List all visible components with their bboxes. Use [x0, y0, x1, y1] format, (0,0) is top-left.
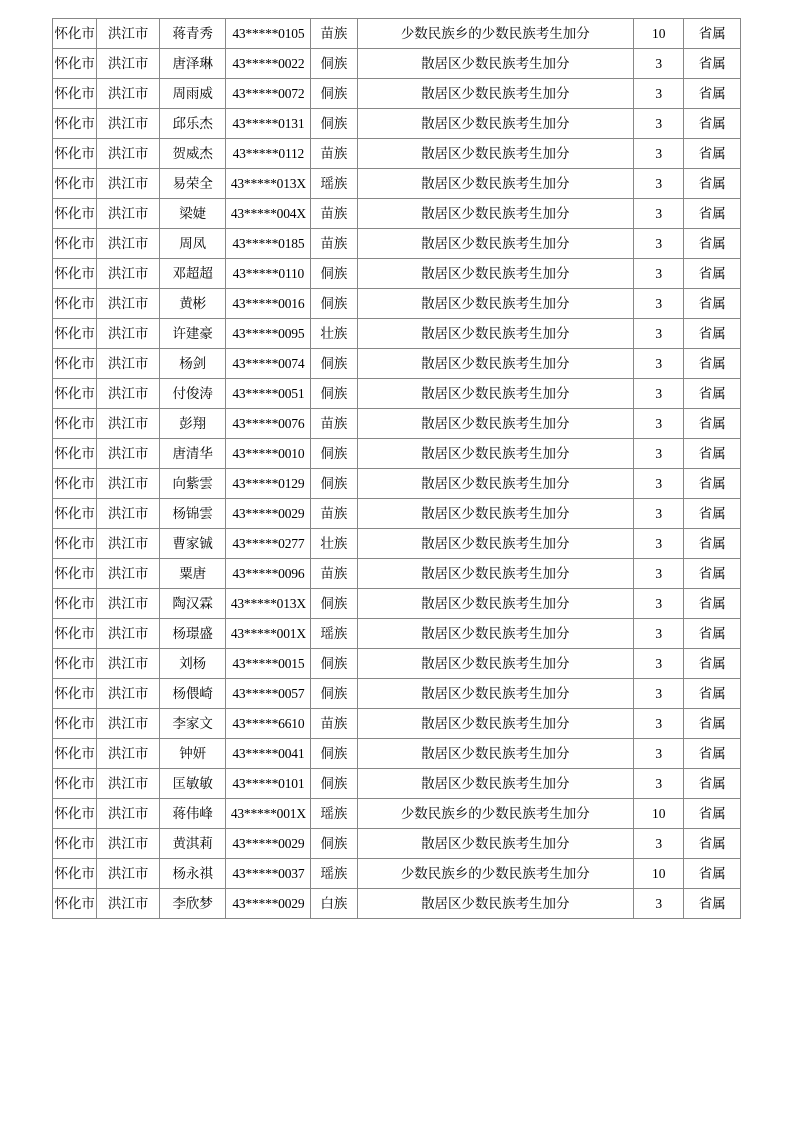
table-row	[53, 439, 741, 469]
cell-id: 43*****0072	[226, 79, 311, 109]
cell-ethnic: 侗族	[311, 259, 357, 289]
cell-id: 43*****0096	[226, 559, 311, 589]
cell-county: 洪江市	[97, 319, 160, 349]
cell-county: 洪江市	[97, 679, 160, 709]
cell-name: 蒋青秀	[159, 19, 226, 49]
cell-name: 陶汉霖	[159, 589, 226, 619]
cell-score: 3	[634, 769, 684, 799]
cell-score: 3	[634, 739, 684, 769]
cell-name: 李欣梦	[159, 889, 226, 919]
cell-name: 杨永祺	[159, 859, 226, 889]
cell-score: 3	[634, 709, 684, 739]
cell-ethnic: 侗族	[311, 49, 357, 79]
cell-level: 省属	[684, 349, 741, 379]
table-row	[53, 289, 741, 319]
cell-score: 3	[634, 529, 684, 559]
cell-reason: 散居区少数民族考生加分	[357, 469, 633, 499]
cell-reason: 散居区少数民族考生加分	[357, 409, 633, 439]
cell-id: 43*****0041	[226, 739, 311, 769]
cell-reason: 散居区少数民族考生加分	[357, 259, 633, 289]
table-row	[53, 649, 741, 679]
cell-reason: 少数民族乡的少数民族考生加分	[357, 799, 633, 829]
table-row	[53, 559, 741, 589]
cell-name: 杨偎崎	[159, 679, 226, 709]
cell-score: 3	[634, 619, 684, 649]
cell-reason: 散居区少数民族考生加分	[357, 889, 633, 919]
table-body	[53, 19, 741, 919]
cell-level: 省属	[684, 229, 741, 259]
cell-id: 43*****0016	[226, 289, 311, 319]
cell-ethnic: 瑶族	[311, 859, 357, 889]
cell-level: 省属	[684, 679, 741, 709]
cell-ethnic: 侗族	[311, 649, 357, 679]
cell-county: 洪江市	[97, 259, 160, 289]
cell-county: 洪江市	[97, 229, 160, 259]
cell-city: 怀化市	[53, 769, 97, 799]
table-row	[53, 799, 741, 829]
cell-id: 43*****0022	[226, 49, 311, 79]
cell-city: 怀化市	[53, 19, 97, 49]
cell-name: 杨璟盛	[159, 619, 226, 649]
cell-id: 43*****0010	[226, 439, 311, 469]
cell-ethnic: 苗族	[311, 559, 357, 589]
cell-reason: 散居区少数民族考生加分	[357, 649, 633, 679]
cell-score: 3	[634, 679, 684, 709]
cell-city: 怀化市	[53, 559, 97, 589]
cell-id: 43*****0105	[226, 19, 311, 49]
cell-score: 3	[634, 139, 684, 169]
cell-ethnic: 苗族	[311, 709, 357, 739]
cell-score: 3	[634, 649, 684, 679]
cell-reason: 散居区少数民族考生加分	[357, 589, 633, 619]
table-row	[53, 139, 741, 169]
cell-level: 省属	[684, 859, 741, 889]
cell-score: 3	[634, 79, 684, 109]
cell-score: 3	[634, 319, 684, 349]
cell-name: 周雨威	[159, 79, 226, 109]
cell-score: 3	[634, 199, 684, 229]
cell-city: 怀化市	[53, 349, 97, 379]
table-row	[53, 859, 741, 889]
cell-level: 省属	[684, 49, 741, 79]
cell-city: 怀化市	[53, 259, 97, 289]
cell-ethnic: 苗族	[311, 409, 357, 439]
cell-city: 怀化市	[53, 469, 97, 499]
cell-reason: 散居区少数民族考生加分	[357, 769, 633, 799]
cell-county: 洪江市	[97, 199, 160, 229]
cell-id: 43*****0277	[226, 529, 311, 559]
cell-id: 43*****0110	[226, 259, 311, 289]
cell-score: 3	[634, 409, 684, 439]
cell-county: 洪江市	[97, 19, 160, 49]
cell-city: 怀化市	[53, 859, 97, 889]
cell-city: 怀化市	[53, 379, 97, 409]
cell-name: 黄彬	[159, 289, 226, 319]
cell-level: 省属	[684, 319, 741, 349]
cell-city: 怀化市	[53, 49, 97, 79]
cell-id: 43*****0185	[226, 229, 311, 259]
cell-level: 省属	[684, 439, 741, 469]
cell-name: 易荣全	[159, 169, 226, 199]
cell-level: 省属	[684, 379, 741, 409]
table-row	[53, 589, 741, 619]
cell-name: 钟妍	[159, 739, 226, 769]
cell-ethnic: 瑶族	[311, 799, 357, 829]
cell-city: 怀化市	[53, 679, 97, 709]
cell-city: 怀化市	[53, 829, 97, 859]
cell-score: 3	[634, 169, 684, 199]
cell-name: 杨锦雲	[159, 499, 226, 529]
cell-id: 43*****001X	[226, 619, 311, 649]
cell-id: 43*****0101	[226, 769, 311, 799]
cell-id: 43*****0029	[226, 889, 311, 919]
cell-city: 怀化市	[53, 109, 97, 139]
cell-score: 3	[634, 829, 684, 859]
cell-city: 怀化市	[53, 649, 97, 679]
cell-id: 43*****0029	[226, 829, 311, 859]
cell-name: 周凤	[159, 229, 226, 259]
cell-ethnic: 白族	[311, 889, 357, 919]
cell-name: 匡敏敏	[159, 769, 226, 799]
cell-level: 省属	[684, 769, 741, 799]
cell-score: 10	[634, 859, 684, 889]
cell-name: 曹家铖	[159, 529, 226, 559]
cell-city: 怀化市	[53, 589, 97, 619]
cell-ethnic: 侗族	[311, 469, 357, 499]
cell-ethnic: 侗族	[311, 589, 357, 619]
cell-city: 怀化市	[53, 169, 97, 199]
cell-level: 省属	[684, 469, 741, 499]
cell-county: 洪江市	[97, 139, 160, 169]
cell-id: 43*****013X	[226, 169, 311, 199]
cell-county: 洪江市	[97, 649, 160, 679]
cell-city: 怀化市	[53, 889, 97, 919]
cell-county: 洪江市	[97, 409, 160, 439]
cell-county: 洪江市	[97, 49, 160, 79]
cell-ethnic: 瑶族	[311, 169, 357, 199]
cell-reason: 散居区少数民族考生加分	[357, 139, 633, 169]
cell-level: 省属	[684, 169, 741, 199]
cell-level: 省属	[684, 589, 741, 619]
cell-score: 3	[634, 109, 684, 139]
cell-reason: 少数民族乡的少数民族考生加分	[357, 859, 633, 889]
cell-level: 省属	[684, 19, 741, 49]
cell-reason: 散居区少数民族考生加分	[357, 559, 633, 589]
cell-county: 洪江市	[97, 289, 160, 319]
cell-ethnic: 侗族	[311, 109, 357, 139]
cell-name: 粟唐	[159, 559, 226, 589]
cell-county: 洪江市	[97, 109, 160, 139]
cell-level: 省属	[684, 649, 741, 679]
cell-reason: 散居区少数民族考生加分	[357, 829, 633, 859]
cell-city: 怀化市	[53, 619, 97, 649]
cell-score: 3	[634, 469, 684, 499]
cell-score: 3	[634, 379, 684, 409]
cell-ethnic: 侗族	[311, 289, 357, 319]
cell-id: 43*****0057	[226, 679, 311, 709]
cell-reason: 散居区少数民族考生加分	[357, 619, 633, 649]
cell-level: 省属	[684, 889, 741, 919]
cell-name: 许建豪	[159, 319, 226, 349]
cell-ethnic: 侗族	[311, 829, 357, 859]
cell-city: 怀化市	[53, 289, 97, 319]
cell-level: 省属	[684, 409, 741, 439]
table-row	[53, 379, 741, 409]
cell-ethnic: 侗族	[311, 439, 357, 469]
cell-level: 省属	[684, 709, 741, 739]
cell-county: 洪江市	[97, 79, 160, 109]
cell-ethnic: 侗族	[311, 379, 357, 409]
cell-reason: 散居区少数民族考生加分	[357, 499, 633, 529]
cell-score: 3	[634, 589, 684, 619]
cell-reason: 散居区少数民族考生加分	[357, 199, 633, 229]
table-row	[53, 829, 741, 859]
cell-reason: 散居区少数民族考生加分	[357, 529, 633, 559]
cell-reason: 散居区少数民族考生加分	[357, 439, 633, 469]
cell-name: 彭翔	[159, 409, 226, 439]
table-row	[53, 469, 741, 499]
cell-score: 3	[634, 559, 684, 589]
cell-county: 洪江市	[97, 859, 160, 889]
cell-name: 梁婕	[159, 199, 226, 229]
table-row	[53, 769, 741, 799]
cell-city: 怀化市	[53, 319, 97, 349]
cell-reason: 散居区少数民族考生加分	[357, 349, 633, 379]
table-row	[53, 529, 741, 559]
cell-name: 刘杨	[159, 649, 226, 679]
cell-score: 3	[634, 289, 684, 319]
cell-score: 3	[634, 259, 684, 289]
bonus-points-table	[52, 18, 741, 919]
cell-id: 43*****6610	[226, 709, 311, 739]
cell-reason: 散居区少数民族考生加分	[357, 709, 633, 739]
cell-city: 怀化市	[53, 229, 97, 259]
cell-id: 43*****013X	[226, 589, 311, 619]
table-row	[53, 739, 741, 769]
cell-ethnic: 侗族	[311, 349, 357, 379]
cell-id: 43*****0129	[226, 469, 311, 499]
cell-level: 省属	[684, 499, 741, 529]
cell-county: 洪江市	[97, 619, 160, 649]
cell-reason: 散居区少数民族考生加分	[357, 739, 633, 769]
cell-city: 怀化市	[53, 409, 97, 439]
cell-level: 省属	[684, 559, 741, 589]
table-row	[53, 199, 741, 229]
cell-id: 43*****0131	[226, 109, 311, 139]
cell-city: 怀化市	[53, 439, 97, 469]
cell-level: 省属	[684, 619, 741, 649]
cell-id: 43*****001X	[226, 799, 311, 829]
cell-name: 邱乐杰	[159, 109, 226, 139]
cell-level: 省属	[684, 199, 741, 229]
cell-city: 怀化市	[53, 79, 97, 109]
cell-county: 洪江市	[97, 349, 160, 379]
cell-reason: 散居区少数民族考生加分	[357, 229, 633, 259]
cell-level: 省属	[684, 109, 741, 139]
cell-reason: 散居区少数民族考生加分	[357, 289, 633, 319]
cell-id: 43*****0029	[226, 499, 311, 529]
table-row	[53, 109, 741, 139]
cell-level: 省属	[684, 259, 741, 289]
cell-level: 省属	[684, 139, 741, 169]
cell-county: 洪江市	[97, 529, 160, 559]
cell-ethnic: 壮族	[311, 319, 357, 349]
cell-county: 洪江市	[97, 769, 160, 799]
table-row	[53, 319, 741, 349]
cell-id: 43*****004X	[226, 199, 311, 229]
table-row	[53, 79, 741, 109]
cell-score: 3	[634, 49, 684, 79]
cell-name: 向紫雲	[159, 469, 226, 499]
cell-ethnic: 侗族	[311, 769, 357, 799]
cell-ethnic: 苗族	[311, 139, 357, 169]
cell-city: 怀化市	[53, 529, 97, 559]
cell-city: 怀化市	[53, 739, 97, 769]
cell-score: 3	[634, 229, 684, 259]
cell-ethnic: 侗族	[311, 739, 357, 769]
cell-ethnic: 苗族	[311, 199, 357, 229]
cell-county: 洪江市	[97, 439, 160, 469]
cell-level: 省属	[684, 79, 741, 109]
cell-reason: 少数民族乡的少数民族考生加分	[357, 19, 633, 49]
cell-name: 邓超超	[159, 259, 226, 289]
cell-id: 43*****0095	[226, 319, 311, 349]
cell-score: 3	[634, 439, 684, 469]
cell-ethnic: 苗族	[311, 19, 357, 49]
cell-county: 洪江市	[97, 559, 160, 589]
cell-level: 省属	[684, 799, 741, 829]
table-row	[53, 49, 741, 79]
cell-county: 洪江市	[97, 739, 160, 769]
cell-name: 付俊涛	[159, 379, 226, 409]
table-row	[53, 889, 741, 919]
cell-score: 3	[634, 499, 684, 529]
cell-ethnic: 侗族	[311, 679, 357, 709]
cell-name: 唐泽琳	[159, 49, 226, 79]
cell-city: 怀化市	[53, 799, 97, 829]
cell-score: 10	[634, 19, 684, 49]
cell-id: 43*****0015	[226, 649, 311, 679]
cell-city: 怀化市	[53, 199, 97, 229]
cell-county: 洪江市	[97, 589, 160, 619]
cell-city: 怀化市	[53, 499, 97, 529]
table-row	[53, 499, 741, 529]
table-row	[53, 229, 741, 259]
cell-reason: 散居区少数民族考生加分	[357, 109, 633, 139]
table-row	[53, 679, 741, 709]
cell-score: 10	[634, 799, 684, 829]
cell-ethnic: 瑶族	[311, 619, 357, 649]
cell-name: 贺威杰	[159, 139, 226, 169]
cell-id: 43*****0037	[226, 859, 311, 889]
cell-level: 省属	[684, 829, 741, 859]
cell-score: 3	[634, 889, 684, 919]
cell-county: 洪江市	[97, 889, 160, 919]
cell-id: 43*****0112	[226, 139, 311, 169]
table-row	[53, 709, 741, 739]
cell-score: 3	[634, 349, 684, 379]
cell-level: 省属	[684, 739, 741, 769]
cell-county: 洪江市	[97, 469, 160, 499]
cell-county: 洪江市	[97, 799, 160, 829]
cell-county: 洪江市	[97, 499, 160, 529]
cell-reason: 散居区少数民族考生加分	[357, 379, 633, 409]
cell-level: 省属	[684, 289, 741, 319]
cell-reason: 散居区少数民族考生加分	[357, 319, 633, 349]
cell-name: 杨剑	[159, 349, 226, 379]
cell-county: 洪江市	[97, 379, 160, 409]
table-row	[53, 619, 741, 649]
table-row	[53, 19, 741, 49]
table-row	[53, 349, 741, 379]
cell-reason: 散居区少数民族考生加分	[357, 679, 633, 709]
cell-ethnic: 苗族	[311, 499, 357, 529]
cell-id: 43*****0076	[226, 409, 311, 439]
cell-county: 洪江市	[97, 829, 160, 859]
table-row	[53, 409, 741, 439]
table-row	[53, 259, 741, 289]
cell-id: 43*****0074	[226, 349, 311, 379]
cell-ethnic: 苗族	[311, 229, 357, 259]
cell-ethnic: 侗族	[311, 79, 357, 109]
cell-level: 省属	[684, 529, 741, 559]
cell-reason: 散居区少数民族考生加分	[357, 169, 633, 199]
cell-city: 怀化市	[53, 139, 97, 169]
cell-city: 怀化市	[53, 709, 97, 739]
cell-name: 黄淇莉	[159, 829, 226, 859]
table-row	[53, 169, 741, 199]
cell-id: 43*****0051	[226, 379, 311, 409]
cell-county: 洪江市	[97, 169, 160, 199]
cell-reason: 散居区少数民族考生加分	[357, 49, 633, 79]
cell-ethnic: 壮族	[311, 529, 357, 559]
cell-name: 唐清华	[159, 439, 226, 469]
cell-name: 李家文	[159, 709, 226, 739]
cell-name: 蒋伟峰	[159, 799, 226, 829]
cell-county: 洪江市	[97, 709, 160, 739]
cell-reason: 散居区少数民族考生加分	[357, 79, 633, 109]
